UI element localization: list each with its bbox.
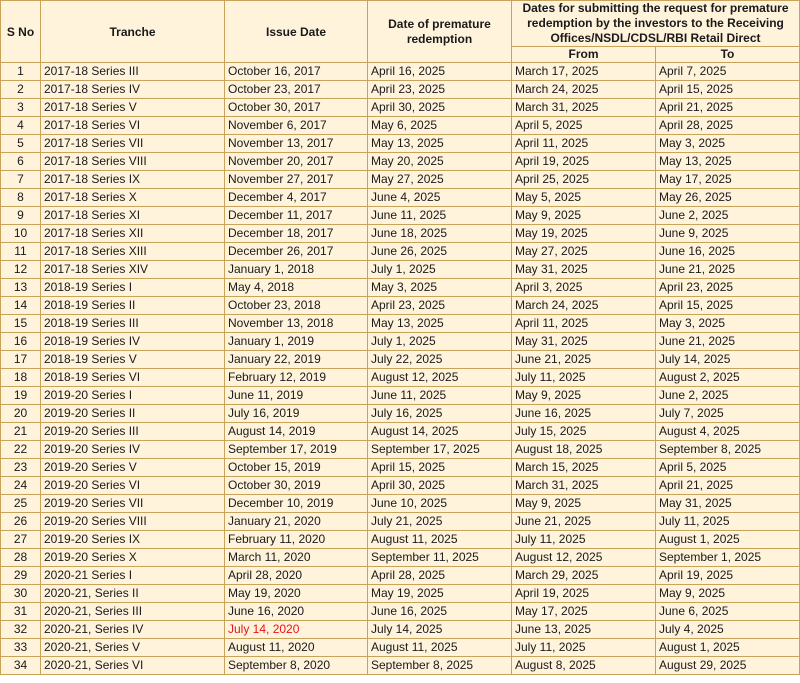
cell-to-date: June 21, 2025 [656, 261, 800, 279]
table-row [1, 441, 800, 459]
cell-from-date: March 31, 2025 [512, 477, 656, 495]
cell-issue-date: December 10, 2019 [225, 495, 368, 513]
cell-redemption-date: July 21, 2025 [368, 513, 512, 531]
cell-issue-date: October 23, 2017 [225, 81, 368, 99]
cell-tranche: 2019-20 Series II [41, 405, 225, 423]
cell-issue-date: December 18, 2017 [225, 225, 368, 243]
cell-issue-date: September 17, 2019 [225, 441, 368, 459]
table-row [1, 495, 800, 513]
cell-to-date: June 16, 2025 [656, 243, 800, 261]
cell-to-date: April 15, 2025 [656, 81, 800, 99]
cell-redemption-date: June 11, 2025 [368, 387, 512, 405]
cell-from-date: April 25, 2025 [512, 171, 656, 189]
cell-tranche: 2019-20 Series I [41, 387, 225, 405]
cell-to-date: May 13, 2025 [656, 153, 800, 171]
header-sno: S No [1, 1, 41, 63]
cell-from-date: August 12, 2025 [512, 549, 656, 567]
cell-redemption-date: June 10, 2025 [368, 495, 512, 513]
cell-redemption-date: June 16, 2025 [368, 603, 512, 621]
cell-from-date: April 5, 2025 [512, 117, 656, 135]
table-row [1, 243, 800, 261]
cell-to-date: July 7, 2025 [656, 405, 800, 423]
cell-from-date: August 18, 2025 [512, 441, 656, 459]
cell-from-date: June 21, 2025 [512, 513, 656, 531]
table-row [1, 459, 800, 477]
cell-from-date: May 31, 2025 [512, 261, 656, 279]
cell-to-date: June 2, 2025 [656, 207, 800, 225]
cell-tranche: 2020-21, Series II [41, 585, 225, 603]
table-row [1, 549, 800, 567]
cell-redemption-date: April 30, 2025 [368, 99, 512, 117]
table-row [1, 279, 800, 297]
table-row [1, 477, 800, 495]
cell-to-date: June 21, 2025 [656, 333, 800, 351]
cell-issue-date: May 4, 2018 [225, 279, 368, 297]
header-to: To [656, 47, 800, 63]
cell-sno: 22 [1, 441, 41, 459]
cell-to-date: May 3, 2025 [656, 135, 800, 153]
cell-redemption-date: June 26, 2025 [368, 243, 512, 261]
table-row [1, 657, 800, 675]
cell-sno: 18 [1, 369, 41, 387]
cell-from-date: June 16, 2025 [512, 405, 656, 423]
cell-sno: 24 [1, 477, 41, 495]
cell-redemption-date: May 27, 2025 [368, 171, 512, 189]
cell-issue-date: July 14, 2020 [225, 621, 368, 639]
cell-redemption-date: September 8, 2025 [368, 657, 512, 675]
cell-from-date: May 27, 2025 [512, 243, 656, 261]
cell-sno: 7 [1, 171, 41, 189]
table-row [1, 567, 800, 585]
cell-sno: 28 [1, 549, 41, 567]
cell-from-date: May 9, 2025 [512, 387, 656, 405]
cell-to-date: April 21, 2025 [656, 99, 800, 117]
cell-tranche: 2019-20 Series IV [41, 441, 225, 459]
cell-sno: 2 [1, 81, 41, 99]
cell-tranche: 2019-20 Series VI [41, 477, 225, 495]
cell-to-date: April 5, 2025 [656, 459, 800, 477]
cell-sno: 34 [1, 657, 41, 675]
cell-from-date: March 31, 2025 [512, 99, 656, 117]
cell-to-date: August 2, 2025 [656, 369, 800, 387]
cell-sno: 16 [1, 333, 41, 351]
table-row [1, 171, 800, 189]
table-row [1, 135, 800, 153]
table-row [1, 189, 800, 207]
cell-sno: 9 [1, 207, 41, 225]
cell-redemption-date: July 16, 2025 [368, 405, 512, 423]
table-row [1, 63, 800, 81]
cell-issue-date: November 20, 2017 [225, 153, 368, 171]
cell-redemption-date: April 15, 2025 [368, 459, 512, 477]
cell-tranche: 2018-19 Series VI [41, 369, 225, 387]
table-row [1, 585, 800, 603]
cell-to-date: May 26, 2025 [656, 189, 800, 207]
cell-to-date: April 28, 2025 [656, 117, 800, 135]
table-row [1, 369, 800, 387]
cell-redemption-date: May 13, 2025 [368, 315, 512, 333]
header-from: From [512, 47, 656, 63]
cell-tranche: 2018-19 Series V [41, 351, 225, 369]
cell-redemption-date: April 30, 2025 [368, 477, 512, 495]
cell-redemption-date: September 11, 2025 [368, 549, 512, 567]
cell-from-date: May 19, 2025 [512, 225, 656, 243]
cell-redemption-date: July 22, 2025 [368, 351, 512, 369]
cell-issue-date: September 8, 2020 [225, 657, 368, 675]
cell-from-date: May 9, 2025 [512, 207, 656, 225]
cell-from-date: March 15, 2025 [512, 459, 656, 477]
cell-issue-date: August 14, 2019 [225, 423, 368, 441]
cell-tranche: 2019-20 Series V [41, 459, 225, 477]
cell-to-date: May 9, 2025 [656, 585, 800, 603]
table-row [1, 531, 800, 549]
cell-from-date: July 15, 2025 [512, 423, 656, 441]
cell-sno: 33 [1, 639, 41, 657]
cell-sno: 17 [1, 351, 41, 369]
cell-redemption-date: June 18, 2025 [368, 225, 512, 243]
cell-from-date: May 17, 2025 [512, 603, 656, 621]
cell-tranche: 2017-18 Series XII [41, 225, 225, 243]
cell-sno: 13 [1, 279, 41, 297]
cell-from-date: March 29, 2025 [512, 567, 656, 585]
cell-issue-date: March 11, 2020 [225, 549, 368, 567]
cell-redemption-date: May 6, 2025 [368, 117, 512, 135]
cell-issue-date: October 16, 2017 [225, 63, 368, 81]
cell-redemption-date: September 17, 2025 [368, 441, 512, 459]
cell-issue-date: October 15, 2019 [225, 459, 368, 477]
cell-issue-date: October 23, 2018 [225, 297, 368, 315]
cell-sno: 32 [1, 621, 41, 639]
cell-issue-date: November 13, 2018 [225, 315, 368, 333]
cell-tranche: 2019-20 Series VIII [41, 513, 225, 531]
table-row [1, 639, 800, 657]
cell-sno: 3 [1, 99, 41, 117]
cell-issue-date: February 12, 2019 [225, 369, 368, 387]
table-row [1, 81, 800, 99]
cell-sno: 26 [1, 513, 41, 531]
cell-from-date: April 19, 2025 [512, 585, 656, 603]
cell-from-date: April 19, 2025 [512, 153, 656, 171]
cell-from-date: July 11, 2025 [512, 531, 656, 549]
cell-issue-date: November 13, 2017 [225, 135, 368, 153]
cell-issue-date: October 30, 2017 [225, 99, 368, 117]
cell-tranche: 2017-18 Series VIII [41, 153, 225, 171]
cell-sno: 15 [1, 315, 41, 333]
cell-redemption-date: May 3, 2025 [368, 279, 512, 297]
cell-tranche: 2017-18 Series XI [41, 207, 225, 225]
cell-redemption-date: June 11, 2025 [368, 207, 512, 225]
cell-to-date: June 9, 2025 [656, 225, 800, 243]
cell-from-date: March 24, 2025 [512, 297, 656, 315]
cell-from-date: April 11, 2025 [512, 315, 656, 333]
cell-redemption-date: May 20, 2025 [368, 153, 512, 171]
cell-from-date: March 24, 2025 [512, 81, 656, 99]
cell-issue-date: February 11, 2020 [225, 531, 368, 549]
cell-issue-date: January 22, 2019 [225, 351, 368, 369]
table-row [1, 387, 800, 405]
cell-sno: 29 [1, 567, 41, 585]
cell-redemption-date: April 28, 2025 [368, 567, 512, 585]
cell-sno: 27 [1, 531, 41, 549]
cell-from-date: May 5, 2025 [512, 189, 656, 207]
cell-from-date: June 21, 2025 [512, 351, 656, 369]
cell-sno: 4 [1, 117, 41, 135]
cell-to-date: July 11, 2025 [656, 513, 800, 531]
cell-issue-date: December 11, 2017 [225, 207, 368, 225]
cell-to-date: August 1, 2025 [656, 531, 800, 549]
cell-issue-date: June 11, 2019 [225, 387, 368, 405]
table-body [1, 63, 800, 675]
cell-to-date: September 8, 2025 [656, 441, 800, 459]
cell-redemption-date: May 19, 2025 [368, 585, 512, 603]
cell-redemption-date: August 11, 2025 [368, 639, 512, 657]
cell-sno: 12 [1, 261, 41, 279]
table-header [1, 1, 800, 63]
cell-issue-date: August 11, 2020 [225, 639, 368, 657]
cell-issue-date: November 27, 2017 [225, 171, 368, 189]
cell-issue-date: May 19, 2020 [225, 585, 368, 603]
cell-tranche: 2017-18 Series VII [41, 135, 225, 153]
cell-redemption-date: April 16, 2025 [368, 63, 512, 81]
cell-tranche: 2017-18 Series IV [41, 81, 225, 99]
cell-to-date: April 15, 2025 [656, 297, 800, 315]
cell-to-date: May 31, 2025 [656, 495, 800, 513]
cell-redemption-date: April 23, 2025 [368, 81, 512, 99]
cell-tranche: 2020-21, Series IV [41, 621, 225, 639]
cell-to-date: May 17, 2025 [656, 171, 800, 189]
cell-issue-date: January 1, 2019 [225, 333, 368, 351]
cell-from-date: June 13, 2025 [512, 621, 656, 639]
cell-to-date: June 6, 2025 [656, 603, 800, 621]
table-row [1, 513, 800, 531]
cell-tranche: 2019-20 Series VII [41, 495, 225, 513]
table-row [1, 621, 800, 639]
cell-issue-date: November 6, 2017 [225, 117, 368, 135]
cell-issue-date: October 30, 2019 [225, 477, 368, 495]
cell-tranche: 2020-21, Series V [41, 639, 225, 657]
cell-sno: 14 [1, 297, 41, 315]
cell-to-date: August 29, 2025 [656, 657, 800, 675]
cell-tranche: 2020-21 Series I [41, 567, 225, 585]
cell-redemption-date: August 12, 2025 [368, 369, 512, 387]
cell-sno: 21 [1, 423, 41, 441]
cell-redemption-date: July 14, 2025 [368, 621, 512, 639]
cell-issue-date: January 1, 2018 [225, 261, 368, 279]
cell-tranche: 2017-18 Series V [41, 99, 225, 117]
table-row [1, 99, 800, 117]
table-row [1, 423, 800, 441]
cell-sno: 20 [1, 405, 41, 423]
cell-to-date: April 21, 2025 [656, 477, 800, 495]
header-tranche: Tranche [41, 1, 225, 63]
table-row [1, 261, 800, 279]
cell-tranche: 2017-18 Series XIII [41, 243, 225, 261]
cell-issue-date: June 16, 2020 [225, 603, 368, 621]
cell-tranche: 2017-18 Series VI [41, 117, 225, 135]
cell-sno: 5 [1, 135, 41, 153]
cell-issue-date: April 28, 2020 [225, 567, 368, 585]
cell-tranche: 2018-19 Series IV [41, 333, 225, 351]
cell-redemption-date: August 11, 2025 [368, 531, 512, 549]
cell-from-date: April 3, 2025 [512, 279, 656, 297]
cell-sno: 11 [1, 243, 41, 261]
table-row [1, 351, 800, 369]
cell-to-date: April 19, 2025 [656, 567, 800, 585]
cell-from-date: August 8, 2025 [512, 657, 656, 675]
cell-issue-date: January 21, 2020 [225, 513, 368, 531]
cell-to-date: April 7, 2025 [656, 63, 800, 81]
cell-from-date: July 11, 2025 [512, 369, 656, 387]
cell-sno: 25 [1, 495, 41, 513]
cell-tranche: 2017-18 Series XIV [41, 261, 225, 279]
cell-to-date: August 4, 2025 [656, 423, 800, 441]
cell-issue-date: December 4, 2017 [225, 189, 368, 207]
table-row [1, 207, 800, 225]
cell-sno: 19 [1, 387, 41, 405]
cell-issue-date: December 26, 2017 [225, 243, 368, 261]
table-row [1, 153, 800, 171]
cell-tranche: 2017-18 Series IX [41, 171, 225, 189]
cell-sno: 6 [1, 153, 41, 171]
cell-from-date: July 11, 2025 [512, 639, 656, 657]
cell-tranche: 2017-18 Series X [41, 189, 225, 207]
cell-to-date: September 1, 2025 [656, 549, 800, 567]
cell-tranche: 2019-20 Series IX [41, 531, 225, 549]
table-row [1, 225, 800, 243]
cell-sno: 10 [1, 225, 41, 243]
header-premature-redemption: Date of premature redemption [368, 1, 512, 63]
cell-redemption-date: July 1, 2025 [368, 333, 512, 351]
cell-from-date: May 9, 2025 [512, 495, 656, 513]
cell-to-date: April 23, 2025 [656, 279, 800, 297]
table-row [1, 405, 800, 423]
header-submission-window: Dates for submitting the request for premature redemption by the investors to the Receiving Offices/NSDL/CDSL/RBI Retail Direct [512, 1, 800, 47]
table-row [1, 117, 800, 135]
cell-from-date: May 31, 2025 [512, 333, 656, 351]
cell-redemption-date: August 14, 2025 [368, 423, 512, 441]
table-row [1, 297, 800, 315]
cell-redemption-date: July 1, 2025 [368, 261, 512, 279]
cell-sno: 1 [1, 63, 41, 81]
cell-redemption-date: April 23, 2025 [368, 297, 512, 315]
cell-tranche: 2018-19 Series II [41, 297, 225, 315]
cell-redemption-date: June 4, 2025 [368, 189, 512, 207]
cell-sno: 8 [1, 189, 41, 207]
cell-sno: 31 [1, 603, 41, 621]
cell-tranche: 2017-18 Series III [41, 63, 225, 81]
table-row [1, 333, 800, 351]
table-row [1, 603, 800, 621]
cell-from-date: March 17, 2025 [512, 63, 656, 81]
header-issue-date: Issue Date [225, 1, 368, 63]
cell-to-date: May 3, 2025 [656, 315, 800, 333]
cell-to-date: July 14, 2025 [656, 351, 800, 369]
cell-issue-date: July 16, 2019 [225, 405, 368, 423]
table-row [1, 315, 800, 333]
cell-to-date: August 1, 2025 [656, 639, 800, 657]
cell-tranche: 2019-20 Series III [41, 423, 225, 441]
cell-tranche: 2019-20 Series X [41, 549, 225, 567]
cell-sno: 23 [1, 459, 41, 477]
cell-tranche: 2018-19 Series III [41, 315, 225, 333]
cell-tranche: 2020-21, Series VI [41, 657, 225, 675]
cell-to-date: June 2, 2025 [656, 387, 800, 405]
cell-tranche: 2020-21, Series III [41, 603, 225, 621]
cell-tranche: 2018-19 Series I [41, 279, 225, 297]
cell-sno: 30 [1, 585, 41, 603]
cell-to-date: July 4, 2025 [656, 621, 800, 639]
cell-from-date: April 11, 2025 [512, 135, 656, 153]
cell-redemption-date: May 13, 2025 [368, 135, 512, 153]
